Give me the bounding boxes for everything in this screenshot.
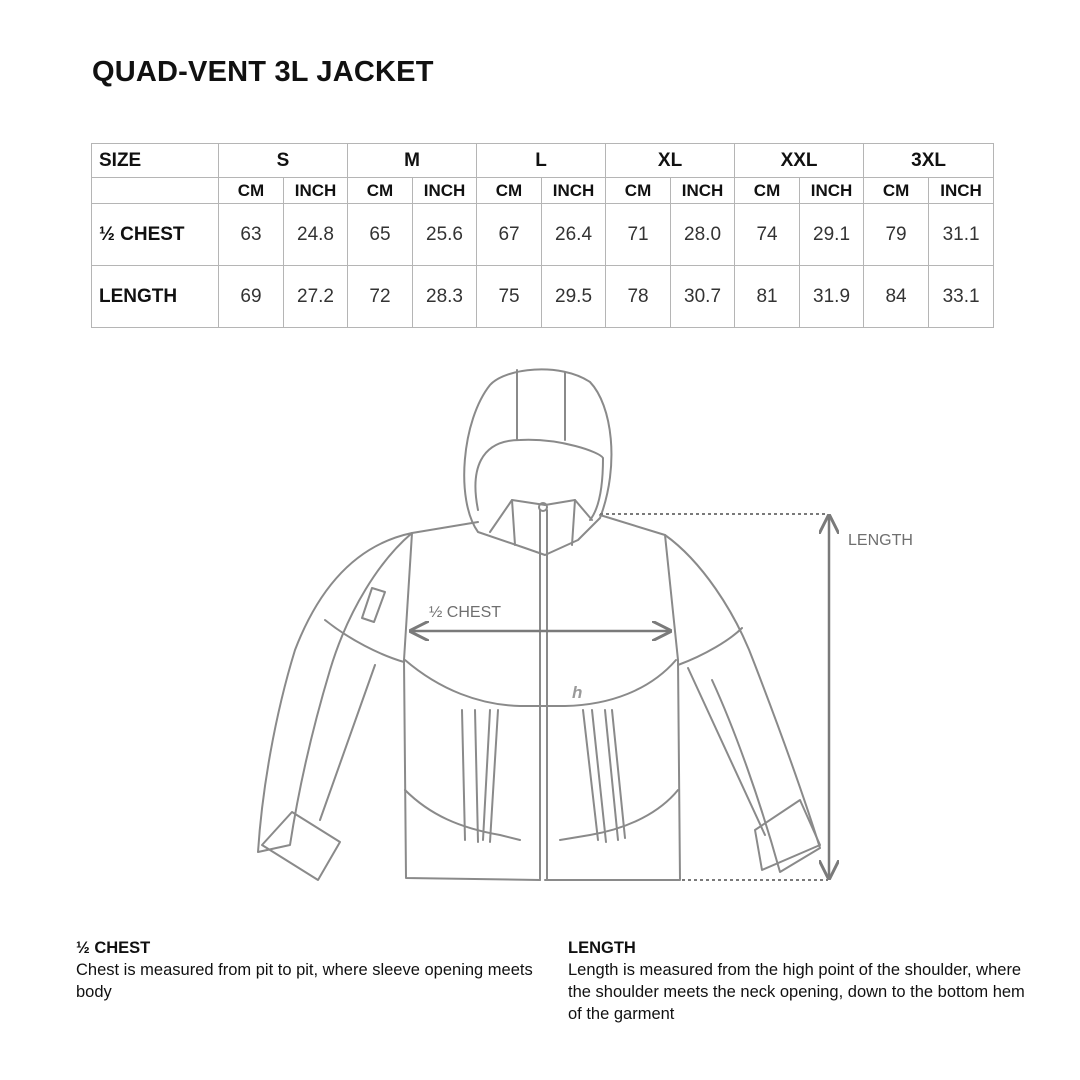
page-title: QUAD-VENT 3L JACKET <box>92 56 434 88</box>
size-column-header: S <box>219 144 348 178</box>
row-label-length: LENGTH <box>92 266 219 328</box>
brand-logo-mark: h <box>572 683 583 702</box>
unit-header-inch: INCH <box>284 178 348 204</box>
table-cell: 27.2 <box>284 266 348 328</box>
table-cell: 74 <box>735 204 800 266</box>
chest-measure-label: ½ CHEST <box>429 604 502 621</box>
table-cell: 72 <box>348 266 413 328</box>
table-cell: 30.7 <box>671 266 735 328</box>
table-cell: 29.5 <box>542 266 606 328</box>
table-cell: 31.1 <box>929 204 994 266</box>
table-cell: 28.3 <box>413 266 477 328</box>
size-header-cell: SIZE <box>92 144 219 178</box>
table-cell: 29.1 <box>800 204 864 266</box>
chest-note <box>76 937 546 1003</box>
size-column-header: M <box>348 144 477 178</box>
table-cell: 65 <box>348 204 413 266</box>
unit-header-cm: CM <box>219 178 284 204</box>
size-column-header: XXL <box>735 144 864 178</box>
length-note-text: Length is measured from the high point of the shoulder, where the shoulder meets the neck opening, down to the bottom hem of the garment <box>568 961 1025 1023</box>
chest-note-text: Chest is measured from pit to pit, where sleeve opening meets body <box>76 961 533 1001</box>
table-cell: 81 <box>735 266 800 328</box>
row-label-chest: ½ CHEST <box>92 204 219 266</box>
unit-header-cm: CM <box>348 178 413 204</box>
length-note-title: LENGTH <box>568 939 636 957</box>
length-note <box>568 937 1038 1025</box>
table-cell: 31.9 <box>800 266 864 328</box>
size-column-header: L <box>477 144 606 178</box>
size-column-header: XL <box>606 144 735 178</box>
unit-header-cm: CM <box>864 178 929 204</box>
table-cell: 69 <box>219 266 284 328</box>
table-cell: 28.0 <box>671 204 735 266</box>
unit-header-cm: CM <box>606 178 671 204</box>
table-cell: 84 <box>864 266 929 328</box>
table-cell: 33.1 <box>929 266 994 328</box>
unit-header-cm: CM <box>477 178 542 204</box>
table-cell: 24.8 <box>284 204 348 266</box>
table-cell: 67 <box>477 204 542 266</box>
length-measure-label: LENGTH <box>848 532 913 549</box>
table-cell: 63 <box>219 204 284 266</box>
unit-header-inch: INCH <box>542 178 606 204</box>
table-cell: 26.4 <box>542 204 606 266</box>
table-cell: 79 <box>864 204 929 266</box>
table-cell: 78 <box>606 266 671 328</box>
jacket-outline <box>258 369 820 880</box>
table-cell: 25.6 <box>413 204 477 266</box>
unit-header-cm: CM <box>735 178 800 204</box>
unit-header-inch: INCH <box>929 178 994 204</box>
table-cell: 71 <box>606 204 671 266</box>
unit-header-inch: INCH <box>671 178 735 204</box>
table-cell: 75 <box>477 266 542 328</box>
unit-header-inch: INCH <box>800 178 864 204</box>
chest-note-title: ½ CHEST <box>76 939 151 957</box>
unit-header-inch: INCH <box>413 178 477 204</box>
size-column-header: 3XL <box>864 144 994 178</box>
